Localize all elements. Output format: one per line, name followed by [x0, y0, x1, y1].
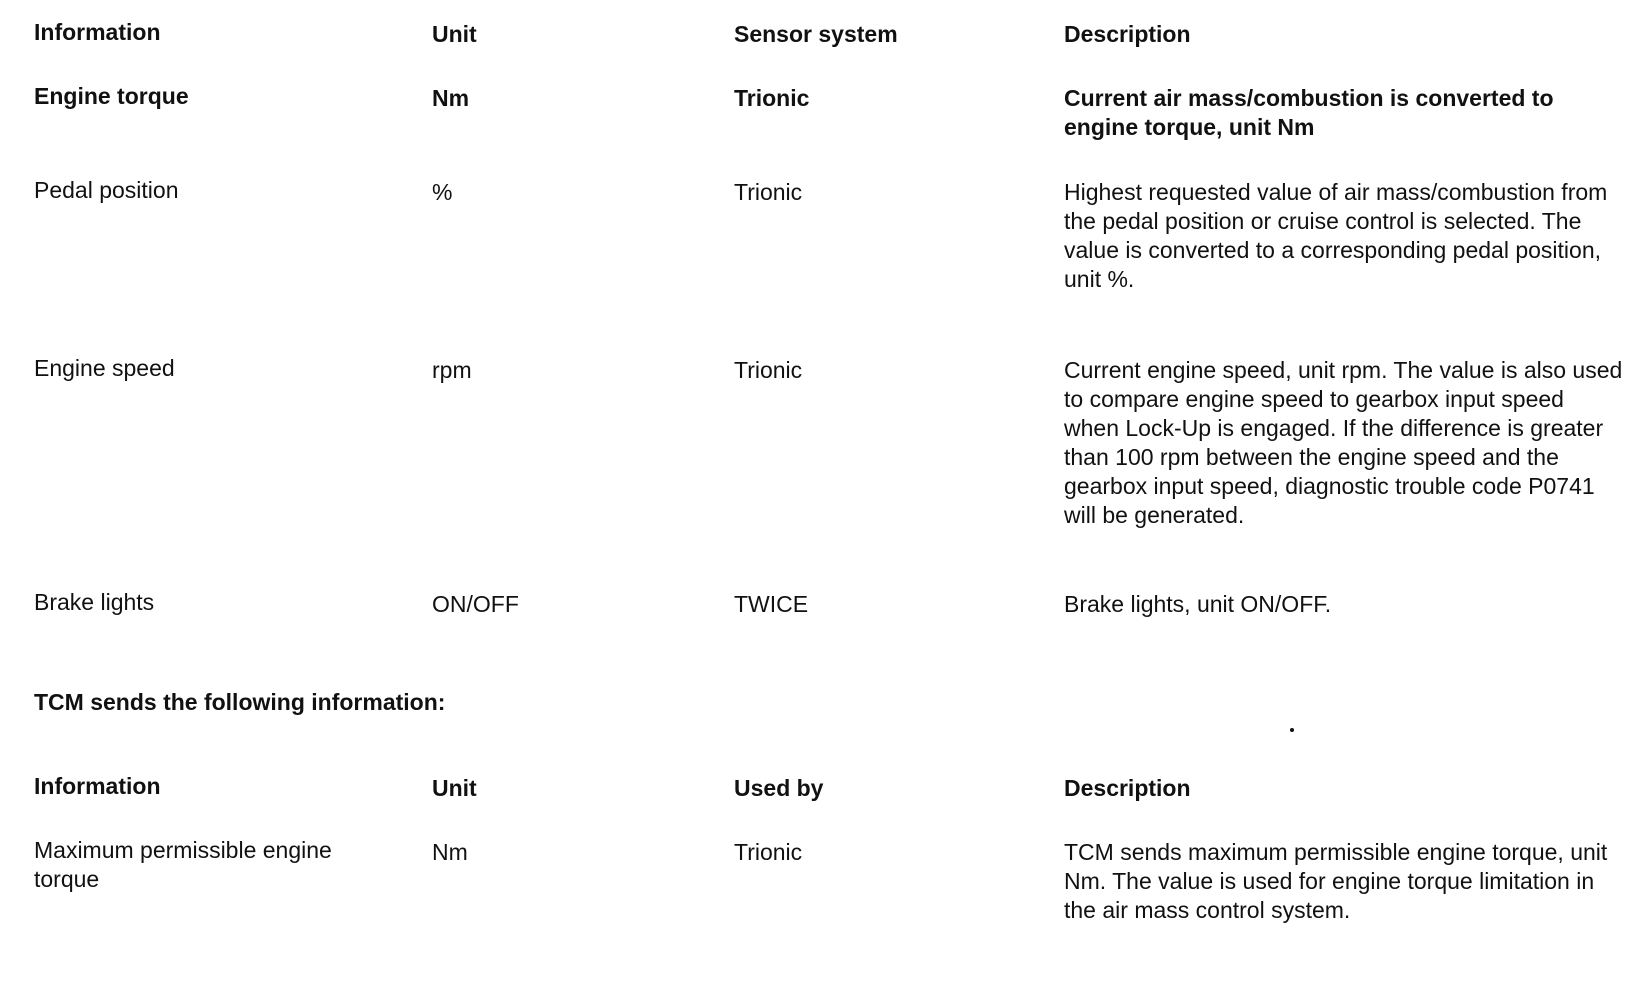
row-description: Current air mass/combustion is converted to engine torque, unit Nm [1064, 85, 1554, 140]
header-unit: Unit [432, 21, 477, 47]
row-unit: Nm [432, 85, 470, 111]
row-description: Brake lights, unit ON/OFF. [1064, 591, 1332, 617]
row-unit: Nm [432, 839, 468, 865]
row-description: Current engine speed, unit rpm. The value is also used to compare engine speed to gearbox input speed when Lock-Up is engaged. If the difference is greater than 100 rpm between the engine speed and the gearbox input speed, diagnostic trouble code P0741 will be generated. [1064, 357, 1623, 528]
row-unit: rpm [432, 357, 472, 383]
row-information: Pedal position [34, 177, 179, 203]
header-description: Description [1064, 775, 1191, 801]
row-information: Brake lights [34, 589, 155, 615]
row-information: Maximum permissible engine torque [34, 837, 332, 892]
row-information: Engine speed [34, 355, 175, 381]
header-information: Information [34, 19, 161, 45]
row-sensor-system: TWICE [734, 591, 809, 617]
row-description: Highest requested value of air mass/combustion from the pedal position or cruise control is selected. The value is converted to a corresponding pedal position, unit %. [1064, 179, 1608, 292]
header-description: Description [1064, 21, 1191, 47]
row-unit: ON/OFF [432, 591, 519, 617]
row-used-by: Trionic [734, 839, 803, 865]
header-used-by: Used by [734, 775, 824, 801]
row-sensor-system: Trionic [734, 179, 803, 205]
row-description: TCM sends maximum permissible engine torque, unit Nm. The value is used for engine torque limitation in the air mass control system. [1064, 839, 1608, 923]
row-unit: % [432, 179, 453, 205]
header-unit: Unit [432, 775, 477, 801]
section-heading: TCM sends the following information: [34, 689, 446, 715]
row-sensor-system: Trionic [734, 85, 810, 111]
scan-speck [1290, 728, 1294, 732]
row-sensor-system: Trionic [734, 357, 803, 383]
header-information: Information [34, 773, 161, 799]
header-sensor-system: Sensor system [734, 21, 898, 47]
row-information: Engine torque [34, 83, 189, 109]
